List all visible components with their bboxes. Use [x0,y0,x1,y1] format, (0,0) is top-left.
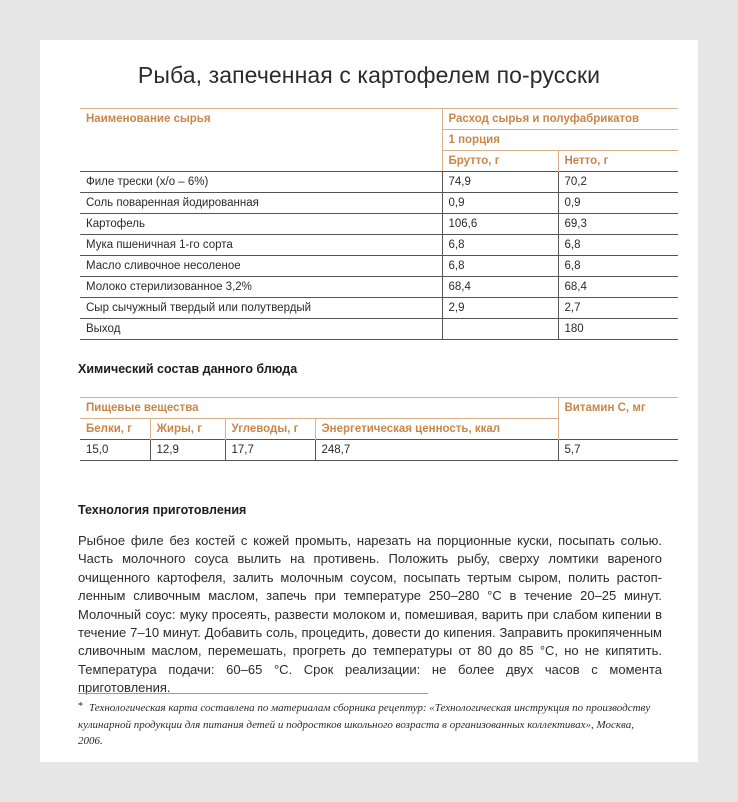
ingredient-netto: 68,4 [558,277,678,298]
table-row-yield [80,319,678,340]
chemical-heading: Химический состав данного блюда [78,362,298,376]
value-fats: 12,9 [150,440,225,461]
ingredient-brutto: 106,6 [442,214,558,235]
ingredient-name: Выход [80,319,442,340]
table-header-row [80,398,678,419]
page-title: Рыба, запеченная с картофелем по-русски [137,62,601,88]
footnote [78,699,658,750]
footnote-text: Технологическая карта составлена по материалам сборника рецептур: «Технологическая инструкция по производству кулинарной продукции для питания детей и подростков школьного возраста в организованных коллективах», Москва, 2006. [78,702,651,747]
ingredient-netto: 180 [558,319,678,340]
ingredient-brutto: 74,9 [442,172,558,193]
ingredient-name: Картофель [80,214,442,235]
ingredient-netto: 2,7 [558,298,678,319]
header-vitamin-c: Витамин С, мг [558,398,678,440]
header-proteins: Белки, г [80,419,150,440]
header-name: Наименование сырья [80,109,442,172]
ingredient-netto: 70,2 [558,172,678,193]
header-brutto: Брутто, г [442,151,558,172]
document-page [40,40,698,762]
header-consumption: Расход сырья и полуфабрикатов [442,109,678,130]
table-row [80,440,678,461]
ingredient-brutto: 2,9 [442,298,558,319]
table-row [80,214,678,235]
ingredient-brutto: 6,8 [442,256,558,277]
table-row [80,298,678,319]
footnote-divider [78,693,428,694]
table-row [80,235,678,256]
header-carbs: Углеводы, г [225,419,315,440]
technology-heading: Технология приготовления [78,503,247,517]
ingredient-name: Мука пшеничная 1-го сорта [80,235,442,256]
ingredient-brutto: 0,9 [442,193,558,214]
ingredient-netto: 0,9 [558,193,678,214]
header-nutrients: Пищевые вещества [80,398,558,419]
ingredient-brutto [442,319,558,340]
header-energy: Энергетическая ценность, ккал [315,419,558,440]
ingredient-netto: 69,3 [558,214,678,235]
ingredient-netto: 6,8 [558,235,678,256]
table-row [80,277,678,298]
ingredients-table [80,108,678,340]
ingredient-name: Сыр сычужный твердый или полутвердый [80,298,442,319]
table-row [80,193,678,214]
footnote-marker: * [78,701,83,712]
table-row [80,256,678,277]
technology-text: Рыбное филе без костей с кожей промыть, нарезать на порционные куски, посыпать солью. Часть молочного соуса вылить на противень. Положить рыбу, сверху ломтики вареного очищенного картофеля, залить молочным соусом, посыпать тертым сыром, полить растопленным сливочным маслом, запечь при температуре 250–280 °С в течение 20–25 минут. Молочный соус: муку просеять, развести молоком и, помешивая, варить при слабом кипении в течение 7–10 минут. Добавить соль, процедить, довести до кипения. Заправить прокипяченным сливочным маслом, перемешать, прогреть до температуры от 80 до 85 °С, но не кипятить. Температура подачи: 60–65 °С. Срок реализации: не более двух часов с момента приготовления. [78,533,662,696]
value-energy: 248,7 [315,440,558,461]
table-row [80,172,678,193]
ingredient-brutto: 6,8 [442,235,558,256]
value-proteins: 15,0 [80,440,150,461]
ingredient-name: Масло сливочное несоленое [80,256,442,277]
table-header-row [80,109,678,130]
ingredient-name: Соль поваренная йодированная [80,193,442,214]
header-netto: Нетто, г [558,151,678,172]
ingredient-netto: 6,8 [558,256,678,277]
ingredient-name: Филе трески (х/о – 6%) [80,172,442,193]
header-portion: 1 порция [442,130,678,151]
ingredient-brutto: 68,4 [442,277,558,298]
header-fats: Жиры, г [150,419,225,440]
ingredient-name: Молоко стерилизованное 3,2% [80,277,442,298]
value-carbs: 17,7 [225,440,315,461]
value-vitamin-c: 5,7 [558,440,678,461]
chemical-table [80,397,678,461]
